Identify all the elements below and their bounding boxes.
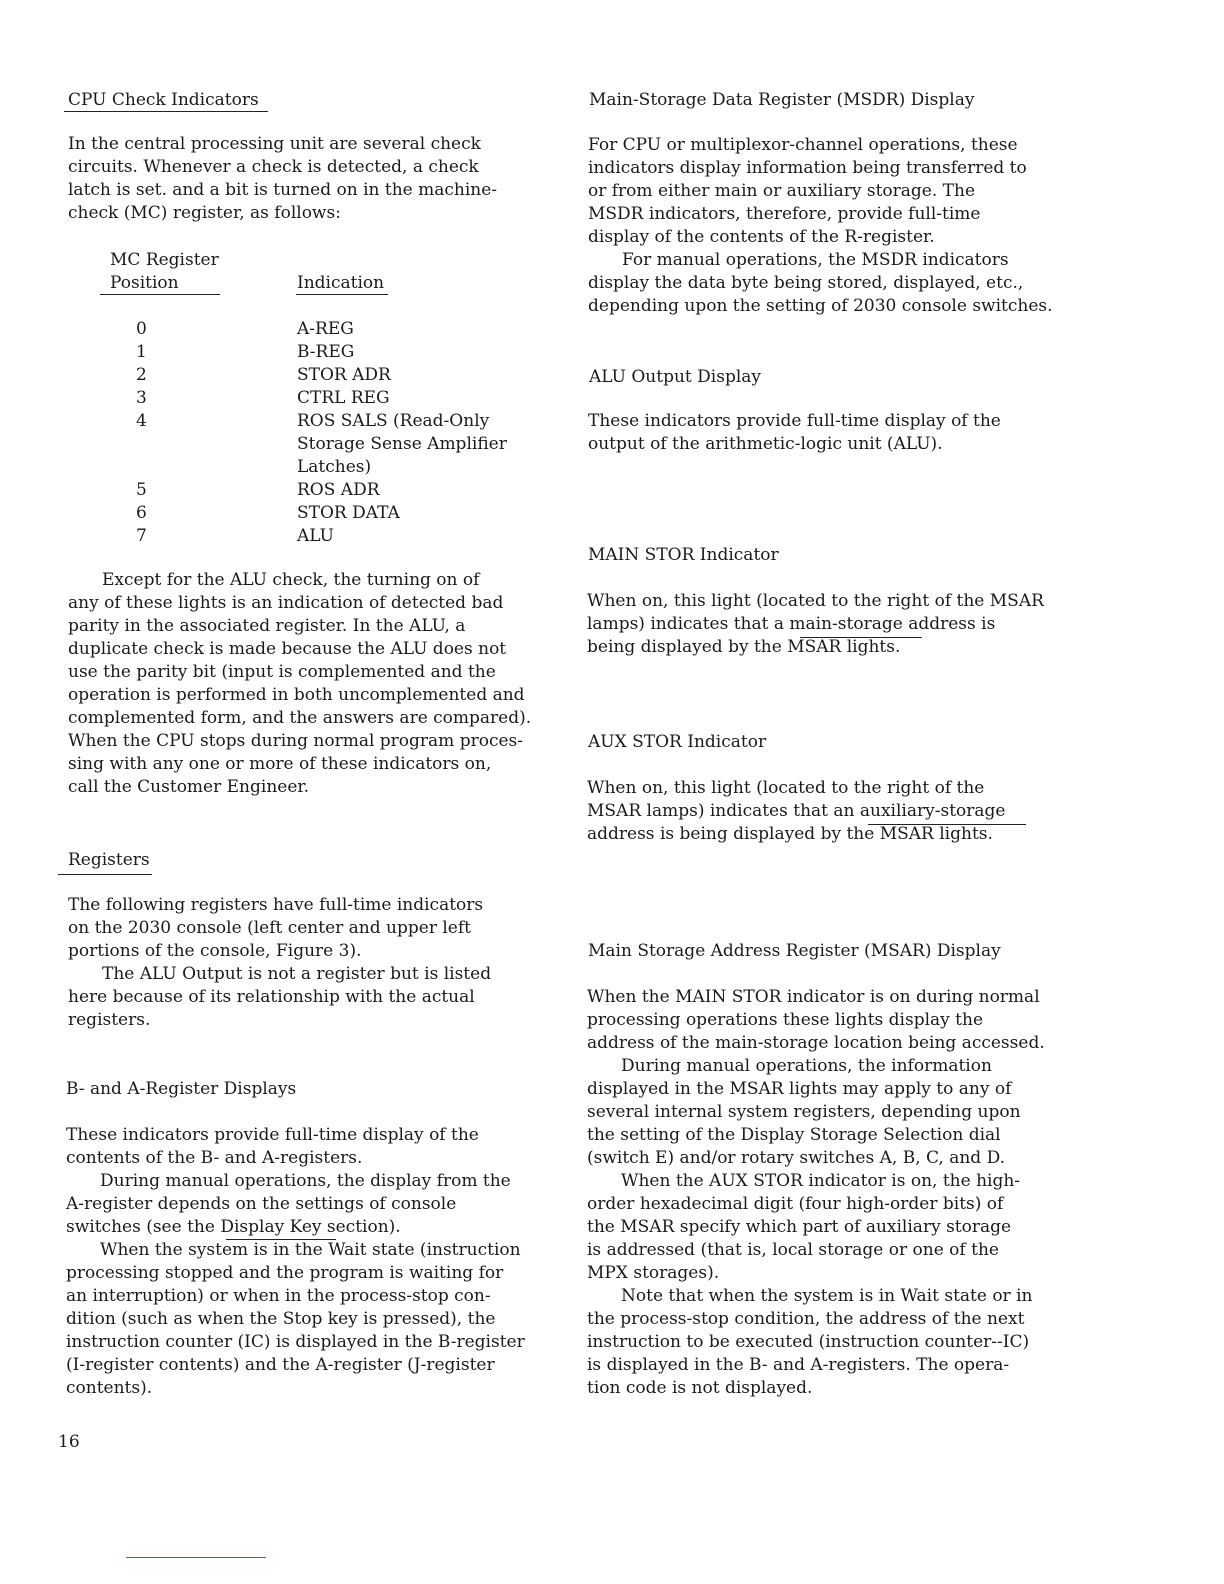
display-key-rule <box>226 1239 336 1240</box>
text-line: address is being displayed by the MSAR lights. <box>587 824 993 844</box>
page-number: 16 <box>58 1432 80 1452</box>
text-line: depending upon the setting of 2030 console switches. <box>588 296 1053 316</box>
text-line: output of the arithmetic-logic unit (ALU). <box>588 434 943 454</box>
text-line: is addressed (that is, local storage or one of the <box>587 1240 999 1260</box>
text-line: dition (such as when the Stop key is pressed), the <box>66 1309 496 1329</box>
text-line: (I-register contents) and the A-register (J-register <box>66 1355 495 1375</box>
text-line: When on, this light (located to the right of the MSAR <box>587 591 1044 611</box>
alu-paragraph <box>588 410 1001 456</box>
text-line: switches (see the Display Key section). <box>66 1217 401 1237</box>
text-line: displayed in the MSAR lights may apply to any of <box>587 1079 1012 1099</box>
heading-ba-register-displays: B- and A-Register Displays <box>66 1079 297 1099</box>
text-line: the process-stop condition, the address of the next <box>587 1309 1025 1329</box>
text-line: portions of the console, Figure 3). <box>68 941 362 961</box>
table-row-indication: ROS ADR <box>297 480 380 500</box>
text-line: These indicators provide full-time display of the <box>588 411 1001 431</box>
text-line: When the system is in the Wait state (instruction <box>100 1240 521 1260</box>
table-row-indication: CTRL REG <box>297 388 390 408</box>
text-line: an interruption) or when in the process-stop con- <box>66 1286 491 1306</box>
text-line: latch is set. and a bit is turned on in the machine- <box>68 180 498 200</box>
text-line: on the 2030 console (left center and upper left <box>68 918 471 938</box>
table-row-position: 6 <box>136 503 147 523</box>
text-line: is displayed in the B- and A-registers. The opera- <box>587 1355 1010 1375</box>
table-row-position: 4 <box>136 411 147 431</box>
heading-underline <box>64 111 268 112</box>
heading-aux-stor-indicator: AUX STOR Indicator <box>588 732 767 752</box>
table-row-indication: Latches) <box>297 457 372 477</box>
text-line: processing operations these lights display the <box>587 1010 984 1030</box>
heading-registers: Registers <box>68 850 150 870</box>
table-row-indication: A-REG <box>297 319 354 339</box>
text-line: When the AUX STOR indicator is on, the high- <box>621 1171 1021 1191</box>
table-row-indication: B-REG <box>297 342 355 362</box>
col-header-position: Position <box>110 273 179 293</box>
table-row-position: 5 <box>136 480 147 500</box>
heading-cpu-check-indicators: CPU Check Indicators <box>68 90 259 110</box>
text-line: parity in the associated register. In the ALU, a <box>68 616 466 636</box>
text-line: In the central processing unit are several check <box>68 134 481 154</box>
text-line: These indicators provide full-time display of the <box>66 1125 479 1145</box>
text-line: When the MAIN STOR indicator is on during normal <box>587 987 1040 1007</box>
cpu-check-intro <box>68 133 497 225</box>
text-line: lamps) indicates that a main-storage address is <box>587 614 996 634</box>
text-line: the MSAR specify which part of auxiliary storage <box>587 1217 1012 1237</box>
table-row-indication: Storage Sense Amplifier <box>297 434 507 454</box>
text-line: order hexadecimal digit (four high-order bits) of <box>587 1194 1004 1214</box>
text-line: tion code is not displayed. <box>587 1378 813 1398</box>
text-line: display of the contents of the R-register. <box>588 227 935 247</box>
table-row-indication: ROS SALS (Read-Only <box>297 411 490 431</box>
text-line: When on, this light (located to the right of the <box>587 778 985 798</box>
text-line: For manual operations, the MSDR indicators <box>622 250 1009 270</box>
text-line: Except for the ALU check, the turning on of <box>102 570 480 590</box>
text-line: (switch E) and/or rotary switches A, B, C, and D. <box>587 1148 1006 1168</box>
text-line: MPX storages). <box>587 1263 720 1283</box>
text-line: check (MC) register, as follows: <box>68 203 341 223</box>
text-line: duplicate check is made because the ALU does not <box>68 639 507 659</box>
text-line: circuits. Whenever a check is detected, a check <box>68 157 479 177</box>
col-header-indication: Indication <box>297 273 385 293</box>
text-line: For CPU or multiplexor-channel operations, these <box>588 135 1018 155</box>
msdr-paragraph <box>588 134 1053 318</box>
auxiliary-storage-rule <box>868 824 1026 825</box>
text-line: A-register depends on the settings of console <box>66 1194 457 1214</box>
text-line: MSAR lamps) indicates that an auxiliary-storage <box>587 801 1006 821</box>
text-line: During manual operations, the display from the <box>100 1171 511 1191</box>
heading-underline <box>58 874 152 875</box>
text-line: operation is performed in both uncomplemented and <box>68 685 525 705</box>
text-line: complemented form, and the answers are compared). <box>68 708 532 728</box>
text-line: processing stopped and the program is waiting for <box>66 1263 504 1283</box>
text-line: call the Customer Engineer. <box>68 777 310 797</box>
text-line: instruction counter (IC) is displayed in the B-register <box>66 1332 525 1352</box>
table-row-position: 2 <box>136 365 147 385</box>
main-stor-paragraph <box>587 590 1044 659</box>
table-row-indication: STOR DATA <box>297 503 400 523</box>
text-line: contents). <box>66 1378 153 1398</box>
text-line: When the CPU stops during normal program proces- <box>68 731 523 751</box>
text-line: MSDR indicators, therefore, provide full-time <box>588 204 981 224</box>
scan-artifact-rule <box>126 1557 266 1558</box>
text-line: The ALU Output is not a register but is listed <box>102 964 492 984</box>
text-line: being displayed by the MSAR lights. <box>587 637 901 657</box>
heading-main-stor-indicator: MAIN STOR Indicator <box>588 545 779 565</box>
text-line: The following registers have full-time indicators <box>68 895 484 915</box>
table-row-position: 7 <box>136 526 147 546</box>
text-line: registers. <box>68 1010 151 1030</box>
col-header-indication-underline <box>296 294 388 295</box>
text-line: the setting of the Display Storage Selection dial <box>587 1125 1001 1145</box>
main-storage-rule <box>800 637 922 638</box>
registers-paragraph <box>68 894 491 1032</box>
table-row-indication: STOR ADR <box>297 365 391 385</box>
text-line: contents of the B- and A-registers. <box>66 1148 363 1168</box>
heading-msdr-display: Main-Storage Data Register (MSDR) Display <box>589 90 975 110</box>
ba-register-paragraph <box>66 1124 525 1400</box>
table-row-indication: ALU <box>297 526 334 546</box>
text-line: indicators display information being transferred to <box>588 158 1027 178</box>
msar-paragraph <box>587 986 1045 1400</box>
text-line: use the parity bit (input is complemented and the <box>68 662 496 682</box>
col-header-position-underline <box>100 294 220 295</box>
cpu-check-paragraph <box>68 569 531 799</box>
heading-alu-output-display: ALU Output Display <box>589 367 762 387</box>
text-line: instruction to be executed (instruction counter--IC) <box>587 1332 1030 1352</box>
aux-stor-paragraph <box>587 777 1005 846</box>
text-line: During manual operations, the information <box>621 1056 992 1076</box>
text-line: or from either main or auxiliary storage. The <box>588 181 976 201</box>
text-line: display the data byte being stored, displayed, etc., <box>588 273 1024 293</box>
text-line: several internal system registers, depending upon <box>587 1102 1021 1122</box>
table-row-position: 3 <box>136 388 147 408</box>
table-row-position: 0 <box>136 319 147 339</box>
text-line: any of these lights is an indication of detected bad <box>68 593 504 613</box>
col-header-mc-register: MC Register <box>110 250 219 270</box>
text-line: here because of its relationship with the actual <box>68 987 475 1007</box>
text-line: Note that when the system is in Wait state or in <box>621 1286 1033 1306</box>
text-line: address of the main-storage location being accessed. <box>587 1033 1045 1053</box>
table-row-position: 1 <box>136 342 147 362</box>
heading-msar-display: Main Storage Address Register (MSAR) Display <box>588 941 1001 961</box>
text-line: sing with any one or more of these indicators on, <box>68 754 492 774</box>
